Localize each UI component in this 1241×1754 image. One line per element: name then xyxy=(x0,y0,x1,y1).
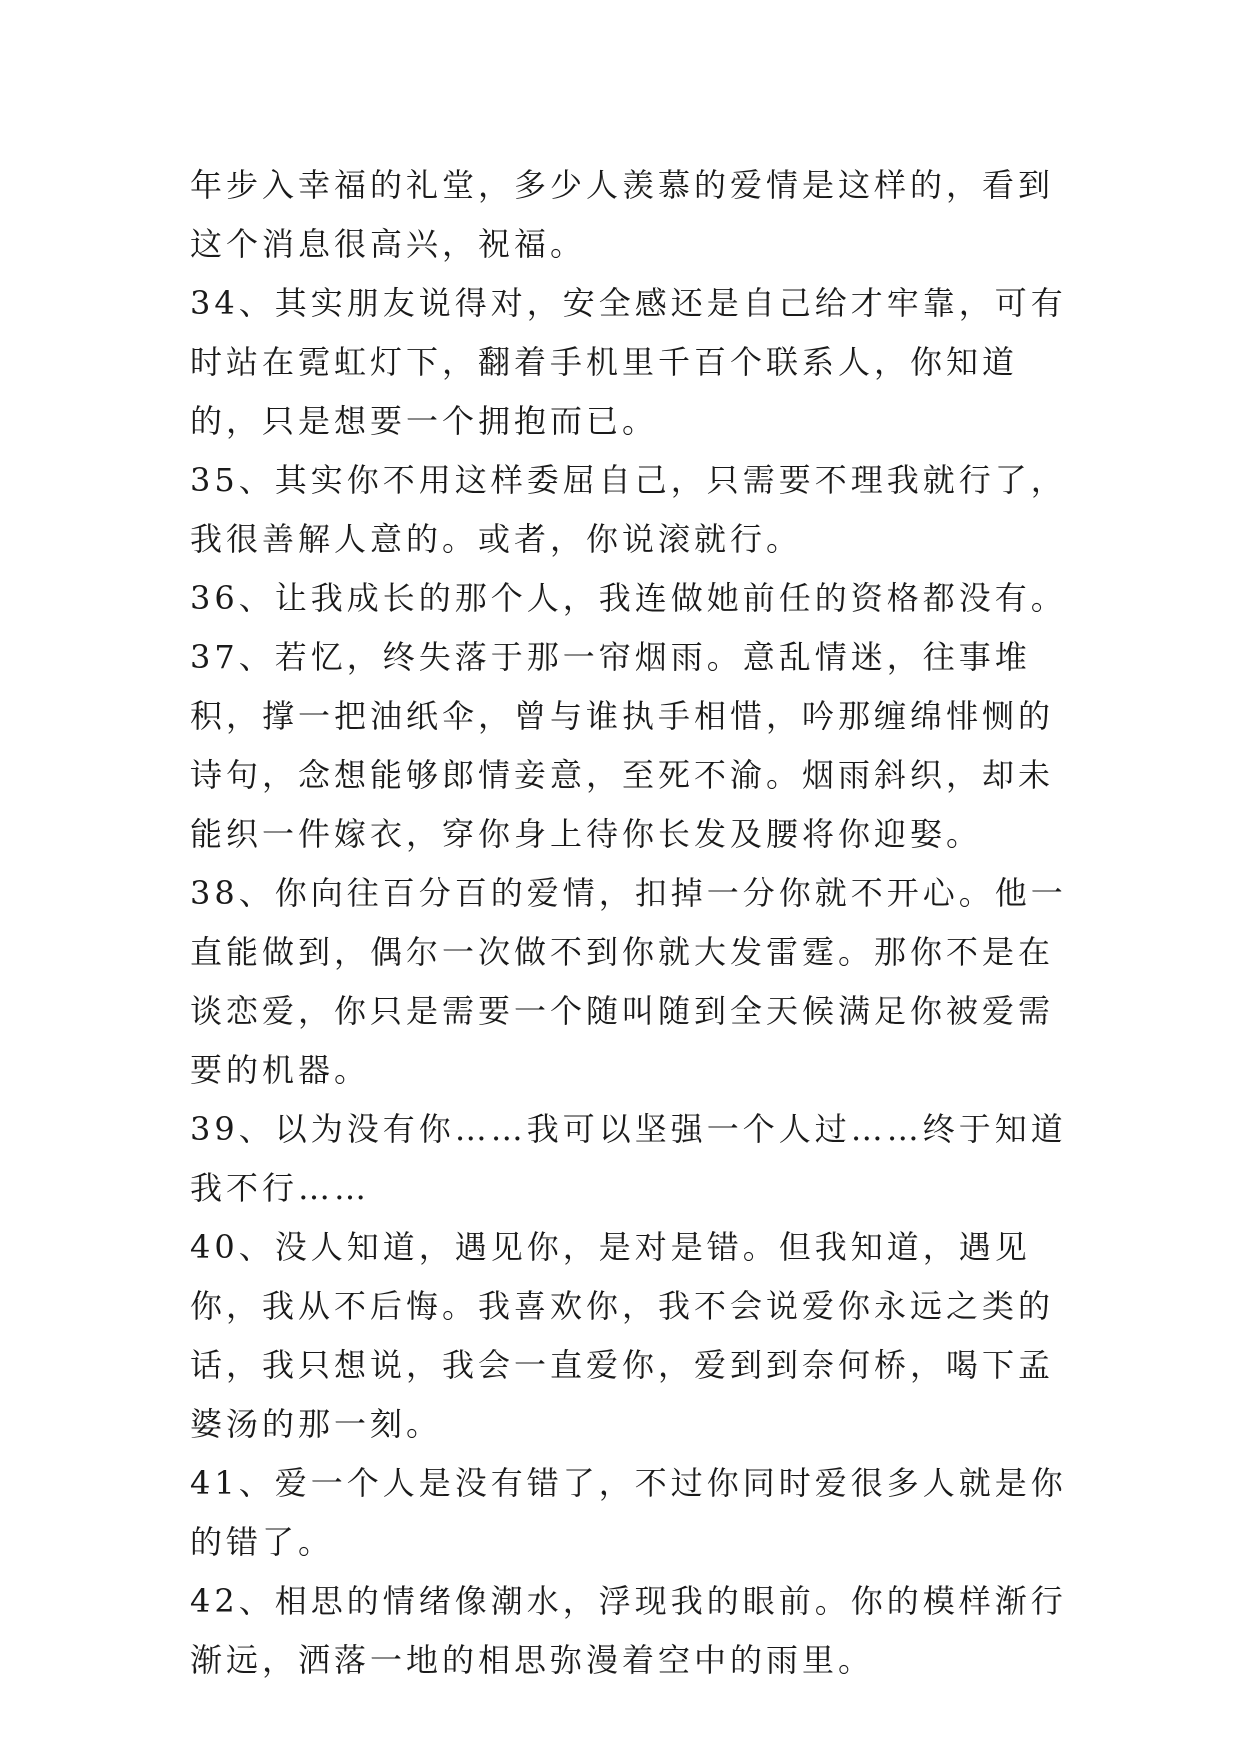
document-body xyxy=(190,156,1070,1690)
paragraph-34: 34、其实朋友说得对，安全感还是自己给才牢靠，可有时站在霓虹灯下，翻着手机里千百个联系人，你知道的，只是想要一个拥抱而已。 xyxy=(190,284,1067,440)
paragraph-42: 42、相思的情绪像潮水，浮现我的眼前。你的模样渐行渐远，洒落一地的相思弥漫着空中的雨里。 xyxy=(190,1582,1067,1679)
paragraph-40: 40、没人知道，遇见你，是对是错。但我知道，遇见你，我从不后悔。我喜欢你，我不会说爱你永远之类的话，我只想说，我会一直爱你，爱到到奈何桥，喝下孟婆汤的那一刻。 xyxy=(190,1228,1055,1443)
paragraph-35: 35、其实你不用这样委屈自己，只需要不理我就行了，我很善解人意的。或者，你说滚就行。 xyxy=(190,461,1067,558)
paragraph-41: 41、爱一个人是没有错了，不过你同时爱很多人就是你的错了。 xyxy=(190,1464,1067,1561)
paragraph-continuation: 年步入幸福的礼堂，多少人羡慕的爱情是这样的，看到这个消息很高兴，祝福。 xyxy=(190,166,1055,263)
paragraph-36: 36、让我成长的那个人，我连做她前任的资格都没有。 xyxy=(190,579,1067,617)
paragraph-39: 39、以为没有你……我可以坚强一个人过……终于知道我不行…… xyxy=(190,1110,1067,1207)
paragraph-38: 38、你向往百分百的爱情，扣掉一分你就不开心。他一直能做到，偶尔一次做不到你就大发雷霆。那你不是在谈恋爱，你只是需要一个随叫随到全天候满足你被爱需要的机器。 xyxy=(190,874,1067,1089)
paragraph-37: 37、若忆，终失落于那一帘烟雨。意乱情迷，往事堆积，撑一把油纸伞，曾与谁执手相惜，吟那缠绵悱恻的诗句，念想能够郎情妾意，至死不渝。烟雨斜织，却未能织一件嫁衣，穿你身上待你长发及腰将你迎娶。 xyxy=(190,638,1055,853)
